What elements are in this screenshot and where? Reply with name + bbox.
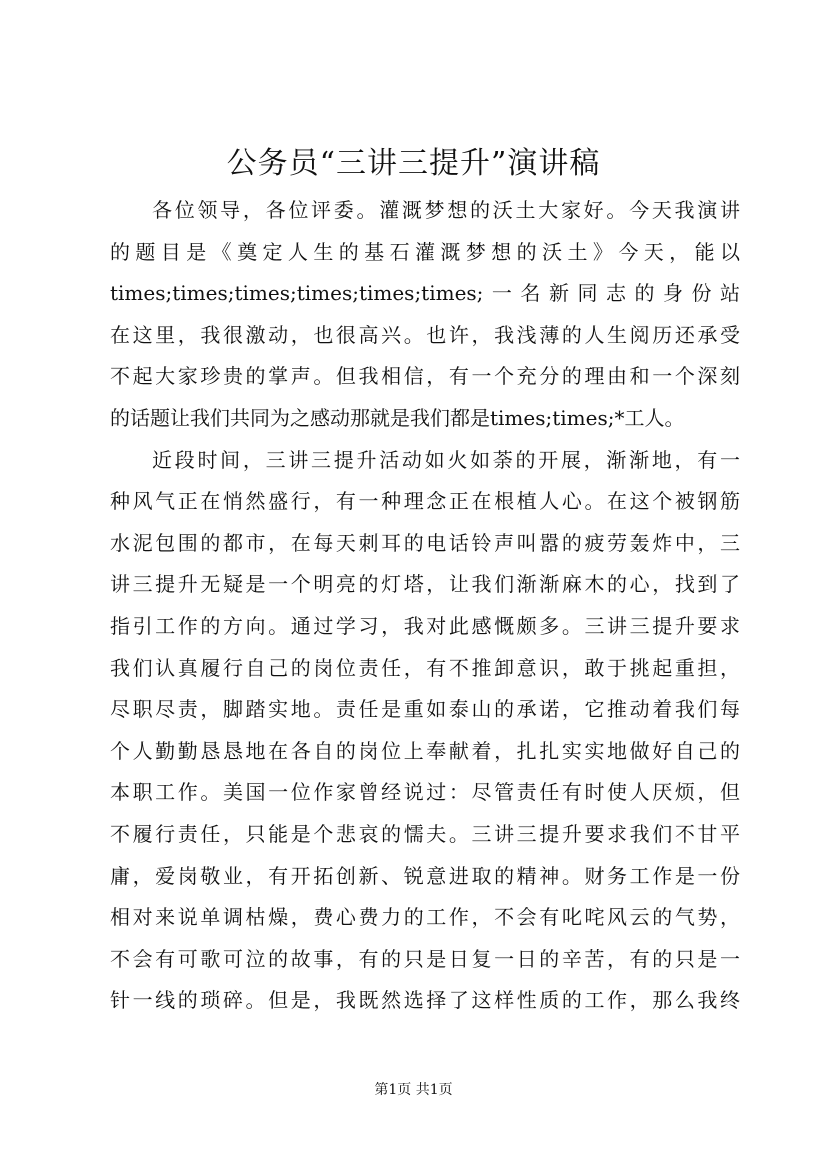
paragraph-1-line-3: times;times;times;times;times;times;一名新同志的身份站 [110,281,740,306]
paragraph-2-line-6: 我们认真履行自己的岗位责任，有不推卸意识，敢于挑起重担， [110,655,740,680]
paragraph-1-line-4: 在这里，我很激动，也很高兴。也许，我浅薄的人生阅历还承受 [110,322,740,347]
paragraph-2-line-11: 庸，爱岗敬业，有开拓创新、锐意进取的精神。财务工作是一份 [110,863,740,888]
page-footer: 第1页 共1页 [374,1082,453,1098]
paragraph-2-line-10: 不履行责任，只能是个悲哀的懦夫。三讲三提升要求我们不甘平 [110,821,740,846]
paragraph-2-line-8: 个人勤勤恳恳地在各自的岗位上奉献着，扎扎实实地做好自己的 [110,738,740,763]
paragraph-1-line-2: 的题目是《奠定人生的基石灌溉梦想的沃土》今天，能以 [110,239,740,264]
document-title: 公务员“三讲三提升”演讲稿 [226,146,601,181]
paragraph-2-line-13: 不会有可歌可泣的故事，有的只是日复一日的辛苦，有的只是一 [110,946,740,971]
paragraph-1-line-5: 不起大家珍贵的掌声。但我相信，有一个充分的理由和一个深刻 [110,364,740,389]
paragraph-2-line-12: 相对来说单调枯燥，费心费力的工作，不会有叱咤风云的气势， [110,905,740,930]
paragraph-2-line-9: 本职工作。美国一位作家曾经说过：尽管责任有时使人厌烦，但 [110,780,740,805]
document-body [110,190,740,1022]
paragraph-2-line-2: 种风气正在悄然盛行，有一种理念正在根植人心。在这个被钢筋 [110,489,740,514]
paragraph-1-line-6: 的话题让我们共同为之感动那就是我们都是times;times;*工人。 [110,405,685,430]
paragraph-2-line-1: 近段时间，三讲三提升活动如火如荼的开展，渐渐地，有一 [152,447,740,472]
paragraph-2-line-4: 讲三提升无疑是一个明亮的灯塔，让我们渐渐麻木的心，找到了 [110,572,740,597]
paragraph-2-line-3: 水泥包围的都市，在每天刺耳的电话铃声叫嚣的疲劳轰炸中，三 [110,530,740,555]
paragraph-2-line-14: 针一线的琐碎。但是，我既然选择了这样性质的工作，那么我终 [110,988,740,1013]
paragraph-1-line-1: 各位领导，各位评委。灌溉梦想的沃土大家好。今天我演讲 [152,198,740,222]
paragraph-2-line-7: 尽职尽责，脚踏实地。责任是重如泰山的承诺，它推动着我们每 [110,697,740,722]
paragraph-2-line-5: 指引工作的方向。通过学习，我对此感慨颇多。三讲三提升要求 [110,613,740,638]
